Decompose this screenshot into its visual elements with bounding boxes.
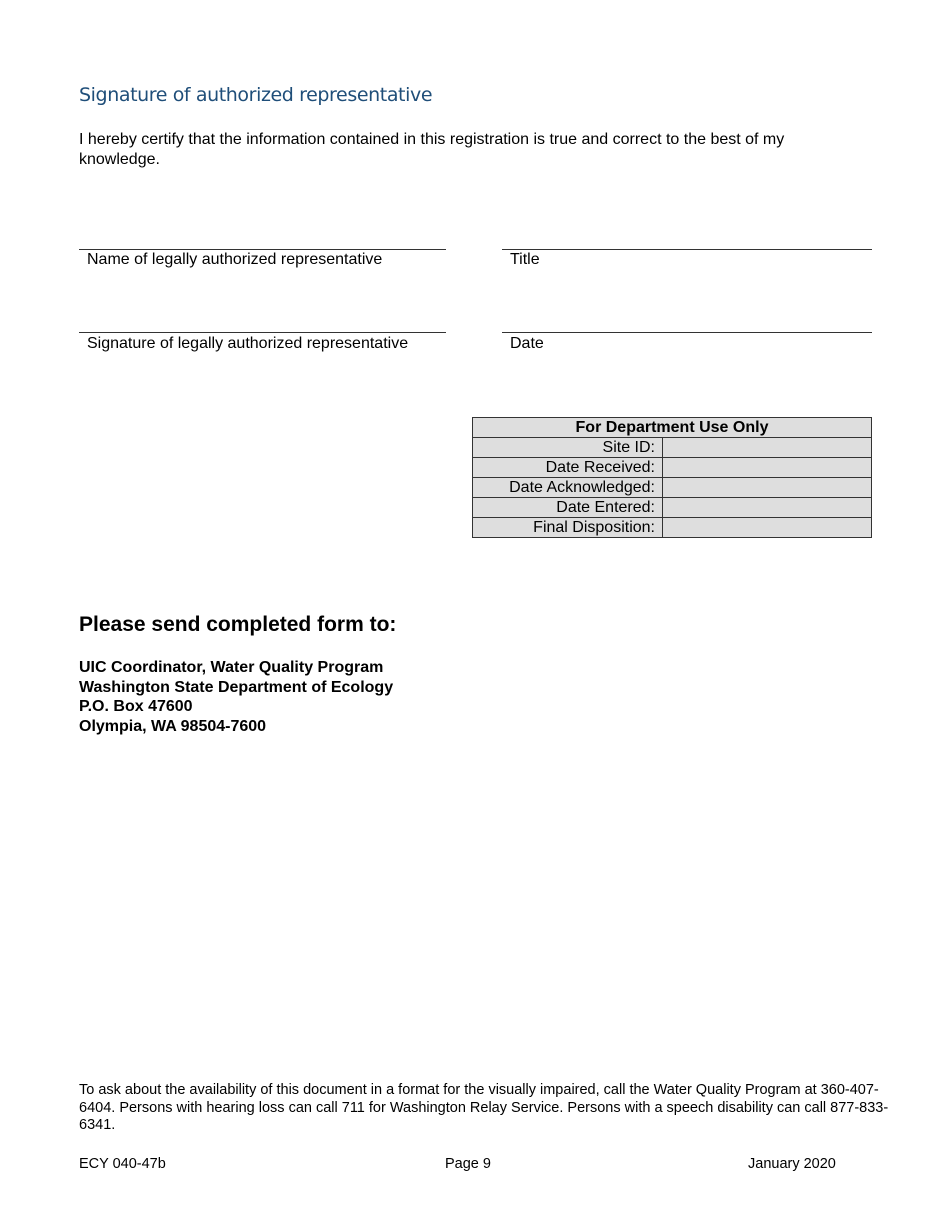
mailing-heading: Please send completed form to:: [79, 613, 397, 636]
table-row: [473, 498, 872, 518]
revision-date: January 2020: [748, 1156, 836, 1172]
final-disposition-value: [663, 518, 872, 538]
final-disposition-label: Final Disposition:: [473, 518, 663, 538]
date-entered-value: [663, 498, 872, 518]
certification-statement: I hereby certify that the information contained in this registration is true and correct to the best of my knowledge.: [79, 131, 785, 168]
address-line: P.O. Box 47600: [79, 698, 193, 715]
address-line: Olympia, WA 98504-7600: [79, 717, 267, 735]
date-field-label: Date: [510, 335, 544, 352]
date-signature-line[interactable]: [502, 332, 872, 333]
department-use-table: [472, 417, 872, 538]
table-row: [473, 438, 872, 458]
date-entered-label: Date Entered:: [473, 498, 663, 518]
date-acknowledged-value: [663, 478, 872, 498]
address-line: UIC Coordinator, Water Quality Program: [79, 659, 384, 676]
date-received-value: [663, 458, 872, 478]
site-id-label: Site ID:: [473, 438, 663, 458]
date-acknowledged-label: Date Acknowledged:: [473, 478, 663, 498]
department-use-header-row: [473, 418, 872, 438]
name-signature-line[interactable]: [79, 249, 446, 250]
name-field-label: Name of legally authorized representative: [87, 251, 383, 268]
title-signature-line[interactable]: [502, 249, 872, 250]
title-field-label: Title: [510, 251, 540, 268]
date-received-label: Date Received:: [473, 458, 663, 478]
section-heading: Signature of authorized representative: [79, 84, 433, 106]
site-id-value: [663, 438, 872, 458]
form-number: ECY 040-47b: [79, 1156, 166, 1172]
address-line: Washington State Department of Ecology: [79, 678, 394, 696]
department-use-header: For Department Use Only: [473, 418, 872, 438]
table-row: [473, 458, 872, 478]
accessibility-notice: To ask about the availability of this document in a format for the visually impaired, call the Water Quality Program at 360-407-6404. Persons with hearing loss can call 711 for Washington Relay Service. Persons with a speech disability can call 877-833-6341.: [79, 1082, 889, 1133]
table-row: [473, 518, 872, 538]
signature-line[interactable]: [79, 332, 446, 333]
table-row: [473, 478, 872, 498]
mailing-address: [79, 658, 393, 736]
signature-field-label: Signature of legally authorized representative: [87, 335, 409, 352]
page-number: Page 9: [445, 1156, 491, 1172]
